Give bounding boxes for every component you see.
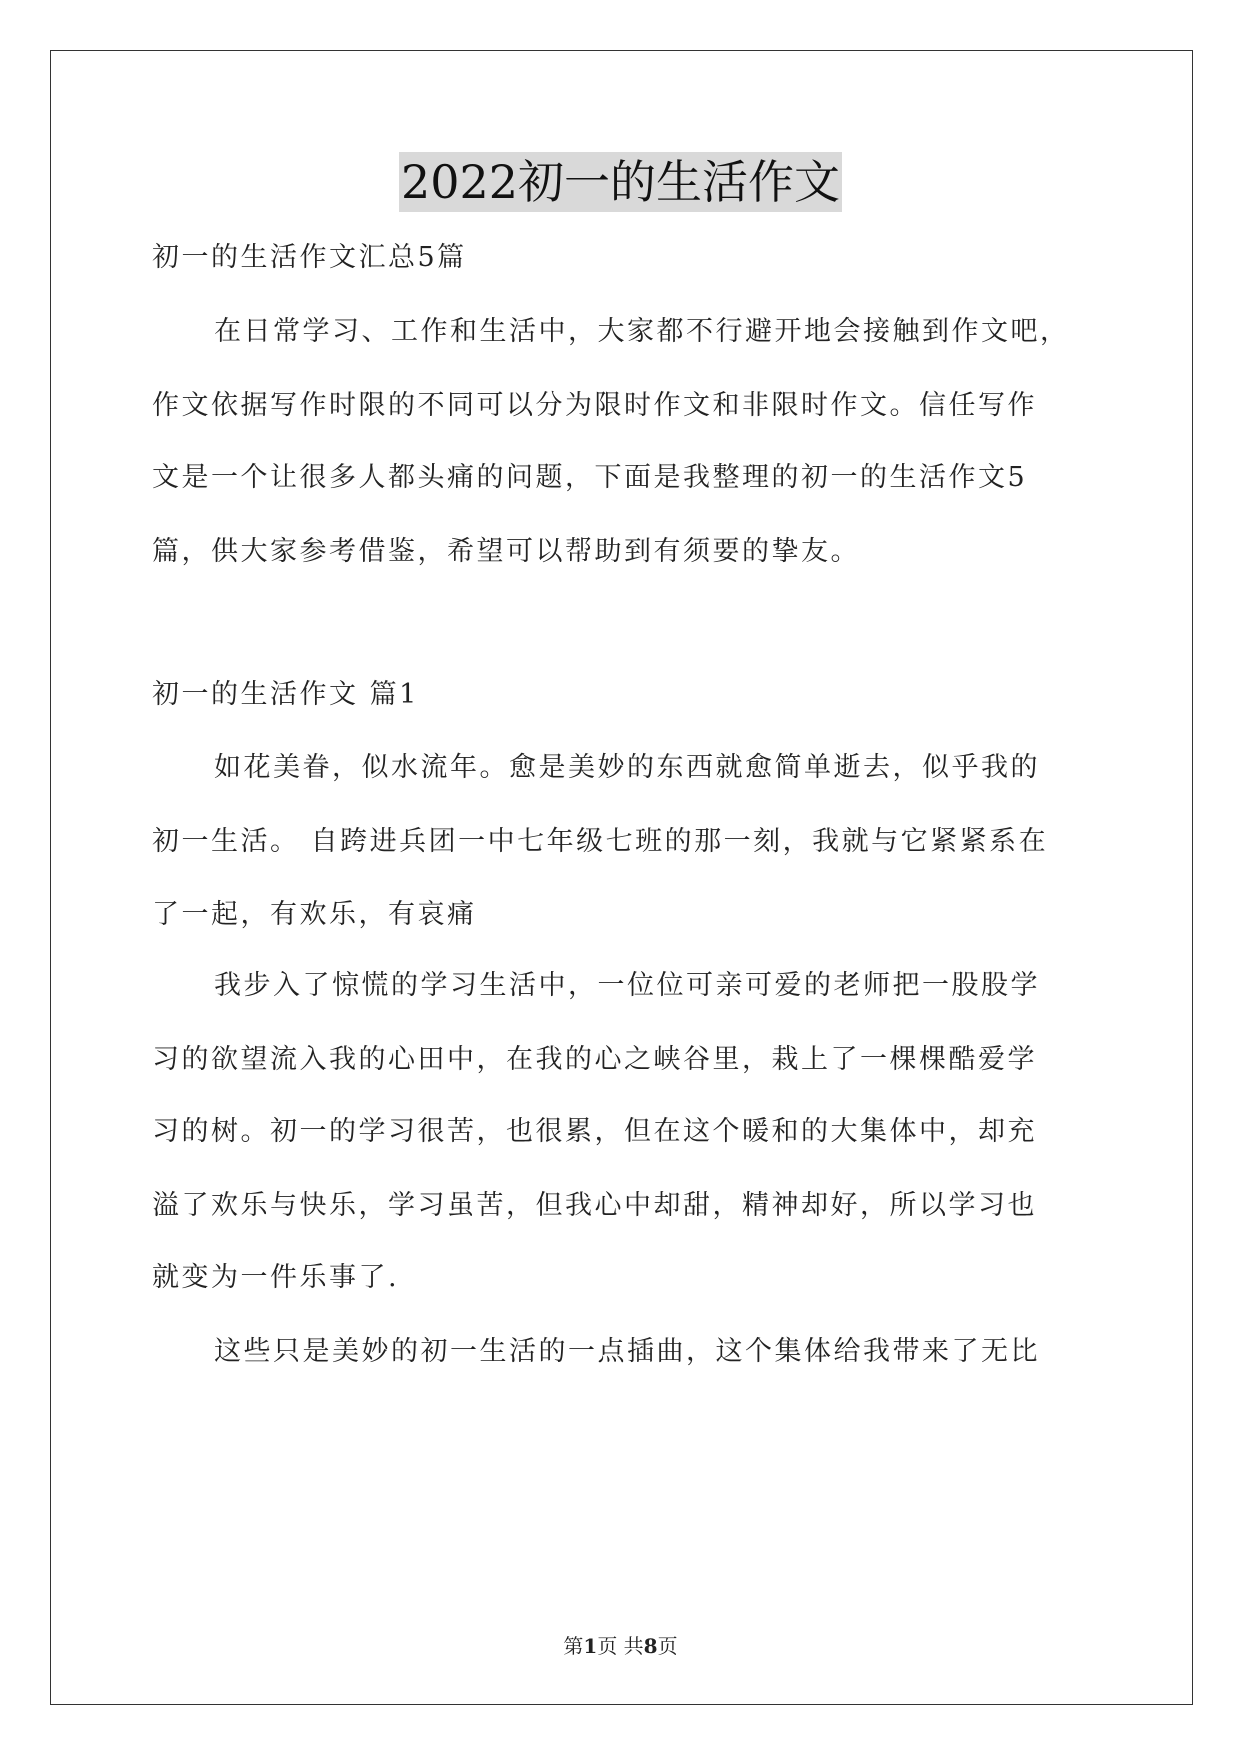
intro-line-4: 篇，供大家参考借鉴，希望可以帮助到有须要的挚友。	[152, 536, 860, 567]
body-line-9: 这些只是美妙的初一生活的一点插曲，这个集体给我带来了无比	[214, 1336, 1040, 1367]
section-heading: 初一的生活作文 篇1	[152, 679, 419, 710]
body-line-6: 习的树。初一的学习很苦，也很累，但在这个暖和的大集体中，却充	[152, 1116, 1037, 1147]
title-container	[0, 152, 1241, 212]
document-title: 2022初一的生活作文	[399, 152, 842, 212]
subtitle: 初一的生活作文汇总5篇	[152, 242, 467, 273]
body-line-4: 我步入了惊慌的学习生活中，一位位可亲可爱的老师把一股股学	[214, 970, 1040, 1001]
body-line-3: 了一起，有欢乐，有哀痛	[152, 899, 477, 930]
body-line-2: 初一生活。 自跨进兵团一中七年级七班的那一刻，我就与它紧紧系在	[152, 826, 1049, 857]
intro-line-3: 文是一个让很多人都头痛的问题，下面是我整理的初一的生活作文5	[152, 462, 1028, 493]
intro-line-1: 在日常学习、工作和生活中，大家都不行避开地会接触到作文吧，	[214, 316, 1070, 347]
footer-page-prefix: 第	[563, 1634, 584, 1658]
footer-page-current: 1	[583, 1634, 598, 1658]
footer-page-middle: 页 共	[597, 1634, 644, 1658]
page-border	[50, 50, 1193, 1705]
footer-page-total: 8	[643, 1634, 658, 1658]
body-line-7: 溢了欢乐与快乐，学习虽苦，但我心中却甜，精神却好，所以学习也	[152, 1190, 1037, 1221]
body-line-1: 如花美眷，似水流年。愈是美妙的东西就愈简单逝去，似乎我的	[214, 752, 1040, 783]
body-line-5: 习的欲望流入我的心田中，在我的心之峡谷里，栽上了一棵棵酷爱学	[152, 1044, 1037, 1075]
intro-line-2: 作文依据写作时限的不同可以分为限时作文和非限时作文。信任写作	[152, 390, 1037, 421]
footer-page-suffix: 页	[657, 1634, 678, 1658]
page-footer	[0, 1630, 1241, 1659]
body-line-8: 就变为一件乐事了.	[152, 1262, 400, 1293]
